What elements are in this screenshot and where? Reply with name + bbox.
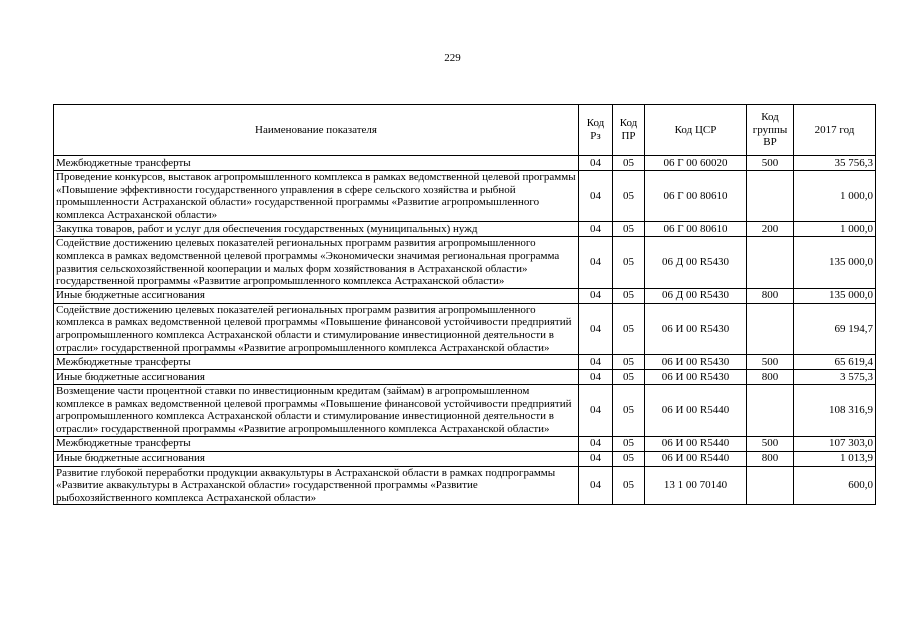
- row-pr: 05: [613, 466, 645, 505]
- header-rz: Код Рз: [579, 105, 613, 156]
- row-sum: 3 575,3: [794, 370, 876, 385]
- row-csr: 06 И 00 R5430: [645, 355, 747, 370]
- row-sum: 600,0: [794, 466, 876, 505]
- row-csr: 06 И 00 R5440: [645, 436, 747, 451]
- budget-table: [53, 104, 876, 505]
- row-vr: 500: [747, 156, 794, 171]
- table-header-row: [54, 105, 876, 156]
- table-row: [54, 171, 876, 222]
- row-rz: 04: [579, 156, 613, 171]
- row-rz: 04: [579, 466, 613, 505]
- row-pr: 05: [613, 436, 645, 451]
- row-sum: 69 194,7: [794, 303, 876, 354]
- row-name: Межбюджетные трансферты: [54, 355, 579, 370]
- header-csr: Код ЦСР: [645, 105, 747, 156]
- row-pr: 05: [613, 171, 645, 222]
- table-row: [54, 156, 876, 171]
- row-vr: [747, 466, 794, 505]
- row-sum: 1 000,0: [794, 222, 876, 237]
- row-vr: 500: [747, 436, 794, 451]
- row-pr: 05: [613, 355, 645, 370]
- row-rz: 04: [579, 303, 613, 354]
- row-rz: 04: [579, 237, 613, 288]
- table-row: [54, 303, 876, 354]
- row-name: Содействие достижению целевых показателей региональных программ развития агропромышленного комплекса в рамках ведомственной целевой программы «Повышение финансовой устойчивости предприятий агропромышленного комплекса Астраханской области и стимулирование инвестиционной деятельности в отрасли» государственной программы «Развитие агропромышленного комплекса Астраханской области»: [54, 303, 579, 354]
- row-sum: 108 316,9: [794, 385, 876, 436]
- row-csr: 06 И 00 R5430: [645, 370, 747, 385]
- row-sum: 1 000,0: [794, 171, 876, 222]
- row-pr: 05: [613, 303, 645, 354]
- row-pr: 05: [613, 288, 645, 303]
- table-row: [54, 385, 876, 436]
- row-pr: 05: [613, 370, 645, 385]
- row-rz: 04: [579, 451, 613, 466]
- table-row: [54, 222, 876, 237]
- row-name: Иные бюджетные ассигнования: [54, 451, 579, 466]
- header-pr: Код ПР: [613, 105, 645, 156]
- page-number: 229: [444, 52, 461, 64]
- table-row: [54, 451, 876, 466]
- row-csr: 06 И 00 R5430: [645, 303, 747, 354]
- row-name: Проведение конкурсов, выставок агропромышленного комплекса в рамках ведомственной целевой программы «Повышение эффективности государственного управления в сфере сельского хозяйства и рыбной промышленности Астраханской области» государственной программы «Развитие агропромышленного комплекса Астраханской области»: [54, 171, 579, 222]
- row-csr: 06 И 00 R5440: [645, 451, 747, 466]
- table-row: [54, 436, 876, 451]
- row-rz: 04: [579, 355, 613, 370]
- row-vr: 800: [747, 451, 794, 466]
- row-name: Межбюджетные трансферты: [54, 156, 579, 171]
- row-name: Иные бюджетные ассигнования: [54, 288, 579, 303]
- row-pr: 05: [613, 222, 645, 237]
- row-pr: 05: [613, 451, 645, 466]
- table-row: [54, 355, 876, 370]
- row-csr: 06 И 00 R5440: [645, 385, 747, 436]
- row-csr: 06 Д 00 R5430: [645, 237, 747, 288]
- header-name: Наименование показателя: [54, 105, 579, 156]
- row-rz: 04: [579, 171, 613, 222]
- row-name: Развитие глубокой переработки продукции аквакультуры в Астраханской области в рамках подпрограммы «Развитие аквакультуры в Астраханской области» государственной программы «Развитие рыбохозяйственного комплекса Астраханской области»: [54, 466, 579, 505]
- row-name: Возмещение части процентной ставки по инвестиционным кредитам (займам) в агропромышленном комплексе в рамках ведомственной целевой программы «Повышение финансовой устойчивости предприятий агропромышленного комплекса Астраханской области и стимулирование инвестиционной деятельности в отрасли» государственной программы «Развитие агропромышленного комплекса Астраханской области»: [54, 385, 579, 436]
- row-pr: 05: [613, 237, 645, 288]
- row-vr: [747, 303, 794, 354]
- table-row: [54, 466, 876, 505]
- row-sum: 1 013,9: [794, 451, 876, 466]
- table-row: [54, 237, 876, 288]
- row-vr: 500: [747, 355, 794, 370]
- row-sum: 135 000,0: [794, 237, 876, 288]
- row-vr: 200: [747, 222, 794, 237]
- row-csr: 06 Г 00 80610: [645, 222, 747, 237]
- row-vr: 800: [747, 288, 794, 303]
- row-rz: 04: [579, 370, 613, 385]
- row-sum: 107 303,0: [794, 436, 876, 451]
- row-name: Иные бюджетные ассигнования: [54, 370, 579, 385]
- row-csr: 13 1 00 70140: [645, 466, 747, 505]
- row-sum: 35 756,3: [794, 156, 876, 171]
- row-csr: 06 Д 00 R5430: [645, 288, 747, 303]
- row-sum: 135 000,0: [794, 288, 876, 303]
- row-pr: 05: [613, 156, 645, 171]
- row-sum: 65 619,4: [794, 355, 876, 370]
- row-name: Закупка товаров, работ и услуг для обеспечения государственных (муниципальных) нужд: [54, 222, 579, 237]
- header-vr: Код группы ВР: [747, 105, 794, 156]
- row-rz: 04: [579, 385, 613, 436]
- row-name: Содействие достижению целевых показателей региональных программ развития агропромышленного комплекса в рамках ведомственной целевой программы «Экономически значимая региональная программа развития сельскохозяйственной кооперации и малых форм хозяйствования в Астраханской области» государственной программы «Развитие агропромышленного комплекса Астраханской области»: [54, 237, 579, 288]
- row-csr: 06 Г 00 80610: [645, 171, 747, 222]
- row-rz: 04: [579, 436, 613, 451]
- row-vr: [747, 237, 794, 288]
- row-vr: 800: [747, 370, 794, 385]
- row-vr: [747, 385, 794, 436]
- header-year: 2017 год: [794, 105, 876, 156]
- row-csr: 06 Г 00 60020: [645, 156, 747, 171]
- row-rz: 04: [579, 288, 613, 303]
- table-row: [54, 288, 876, 303]
- table-row: [54, 370, 876, 385]
- row-rz: 04: [579, 222, 613, 237]
- row-vr: [747, 171, 794, 222]
- row-pr: 05: [613, 385, 645, 436]
- row-name: Межбюджетные трансферты: [54, 436, 579, 451]
